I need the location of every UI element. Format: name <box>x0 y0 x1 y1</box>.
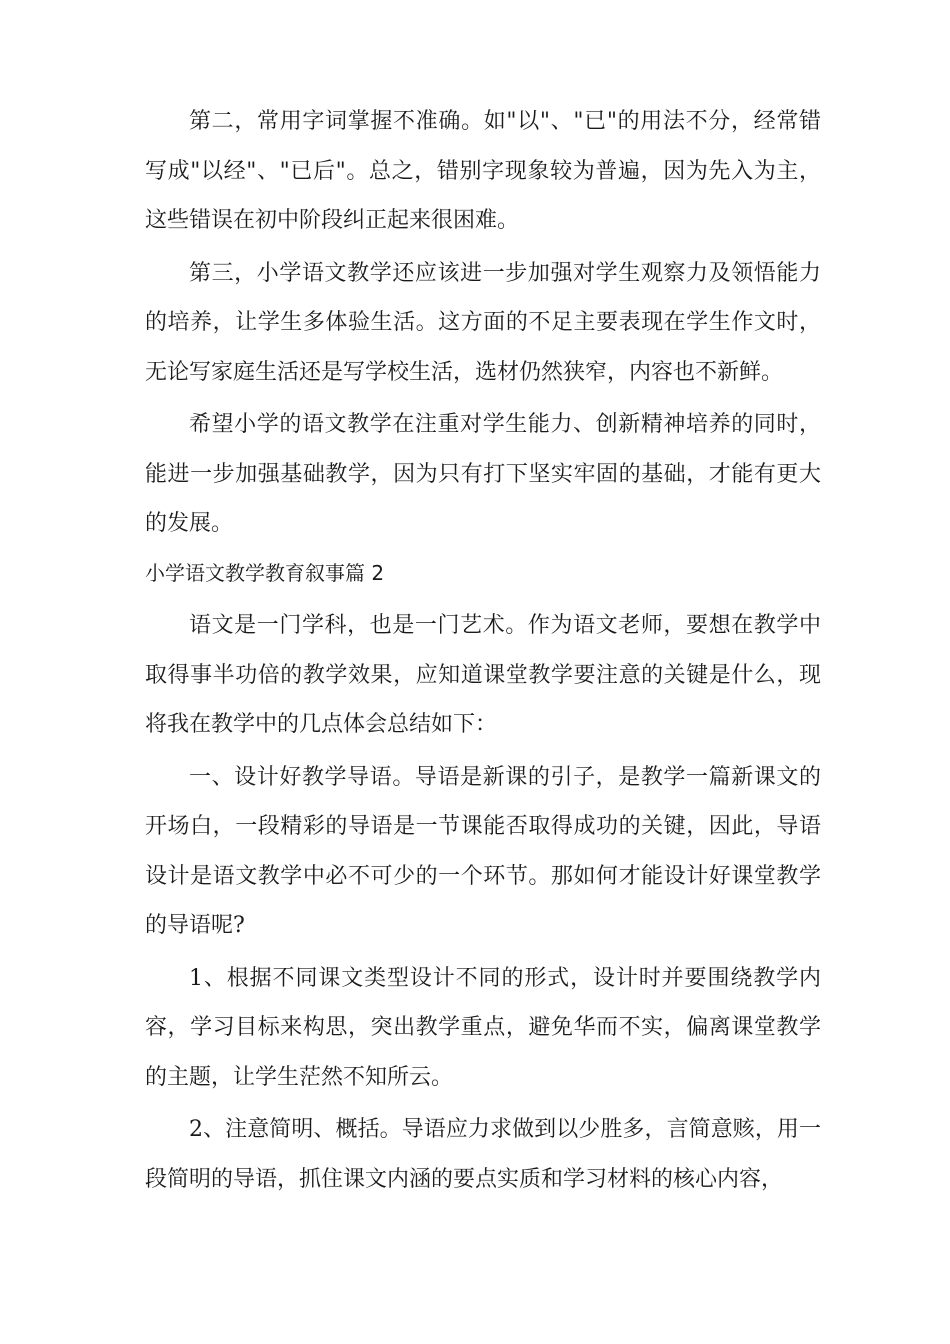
document-body <box>145 97 821 1204</box>
paragraph: 1、根据不同课文类型设计不同的形式，设计时并要围绕教学内容，学习目标来构思，突出教学重点，避免华而不实，偏离课堂教学的主题，让学生茫然不知所云。 <box>145 965 821 1090</box>
paragraph: 2、注意简明、概括。导语应力求做到以少胜多，言简意赅，用一段简明的导语，抓住课文内涵的要点实质和学习材料的核心内容， <box>145 1117 821 1192</box>
paragraph: 语文是一门学科，也是一门艺术。作为语文老师，要想在教学中取得事半功倍的教学效果，应知道课堂教学要注意的关键是什么，现将我在教学中的几点体会总结如下： <box>145 613 821 737</box>
section-heading: 小学语文教学教育叙事篇 2 <box>145 560 385 585</box>
paragraph: 第三，小学语文教学还应该进一步加强对学生观察力及领悟能力的培养，让学生多体验生活。这方面的不足主要表现在学生作文时，无论写家庭生活还是写学校生活，选材仍然狭窄，内容也不新鲜。 <box>145 260 821 385</box>
paragraph: 第二，常用字词掌握不准确。如"以"、"已"的用法不分，经常错写成"以经"、"已后"。总之，错别字现象较为普遍，因为先入为主，这些错误在初中阶段纠正起来很困难。 <box>145 109 821 233</box>
paragraph: 希望小学的语文教学在注重对学生能力、创新精神培养的同时，能进一步加强基础教学，因为只有打下坚实牢固的基础，才能有更大的发展。 <box>145 412 821 536</box>
paragraph: 一、设计好教学导语。导语是新课的引子，是教学一篇新课文的开场白，一段精彩的导语是一节课能否取得成功的关键，因此，导语设计是语文教学中必不可少的一个环节。那如何才能设计好课堂教学的导语呢? <box>145 764 821 938</box>
